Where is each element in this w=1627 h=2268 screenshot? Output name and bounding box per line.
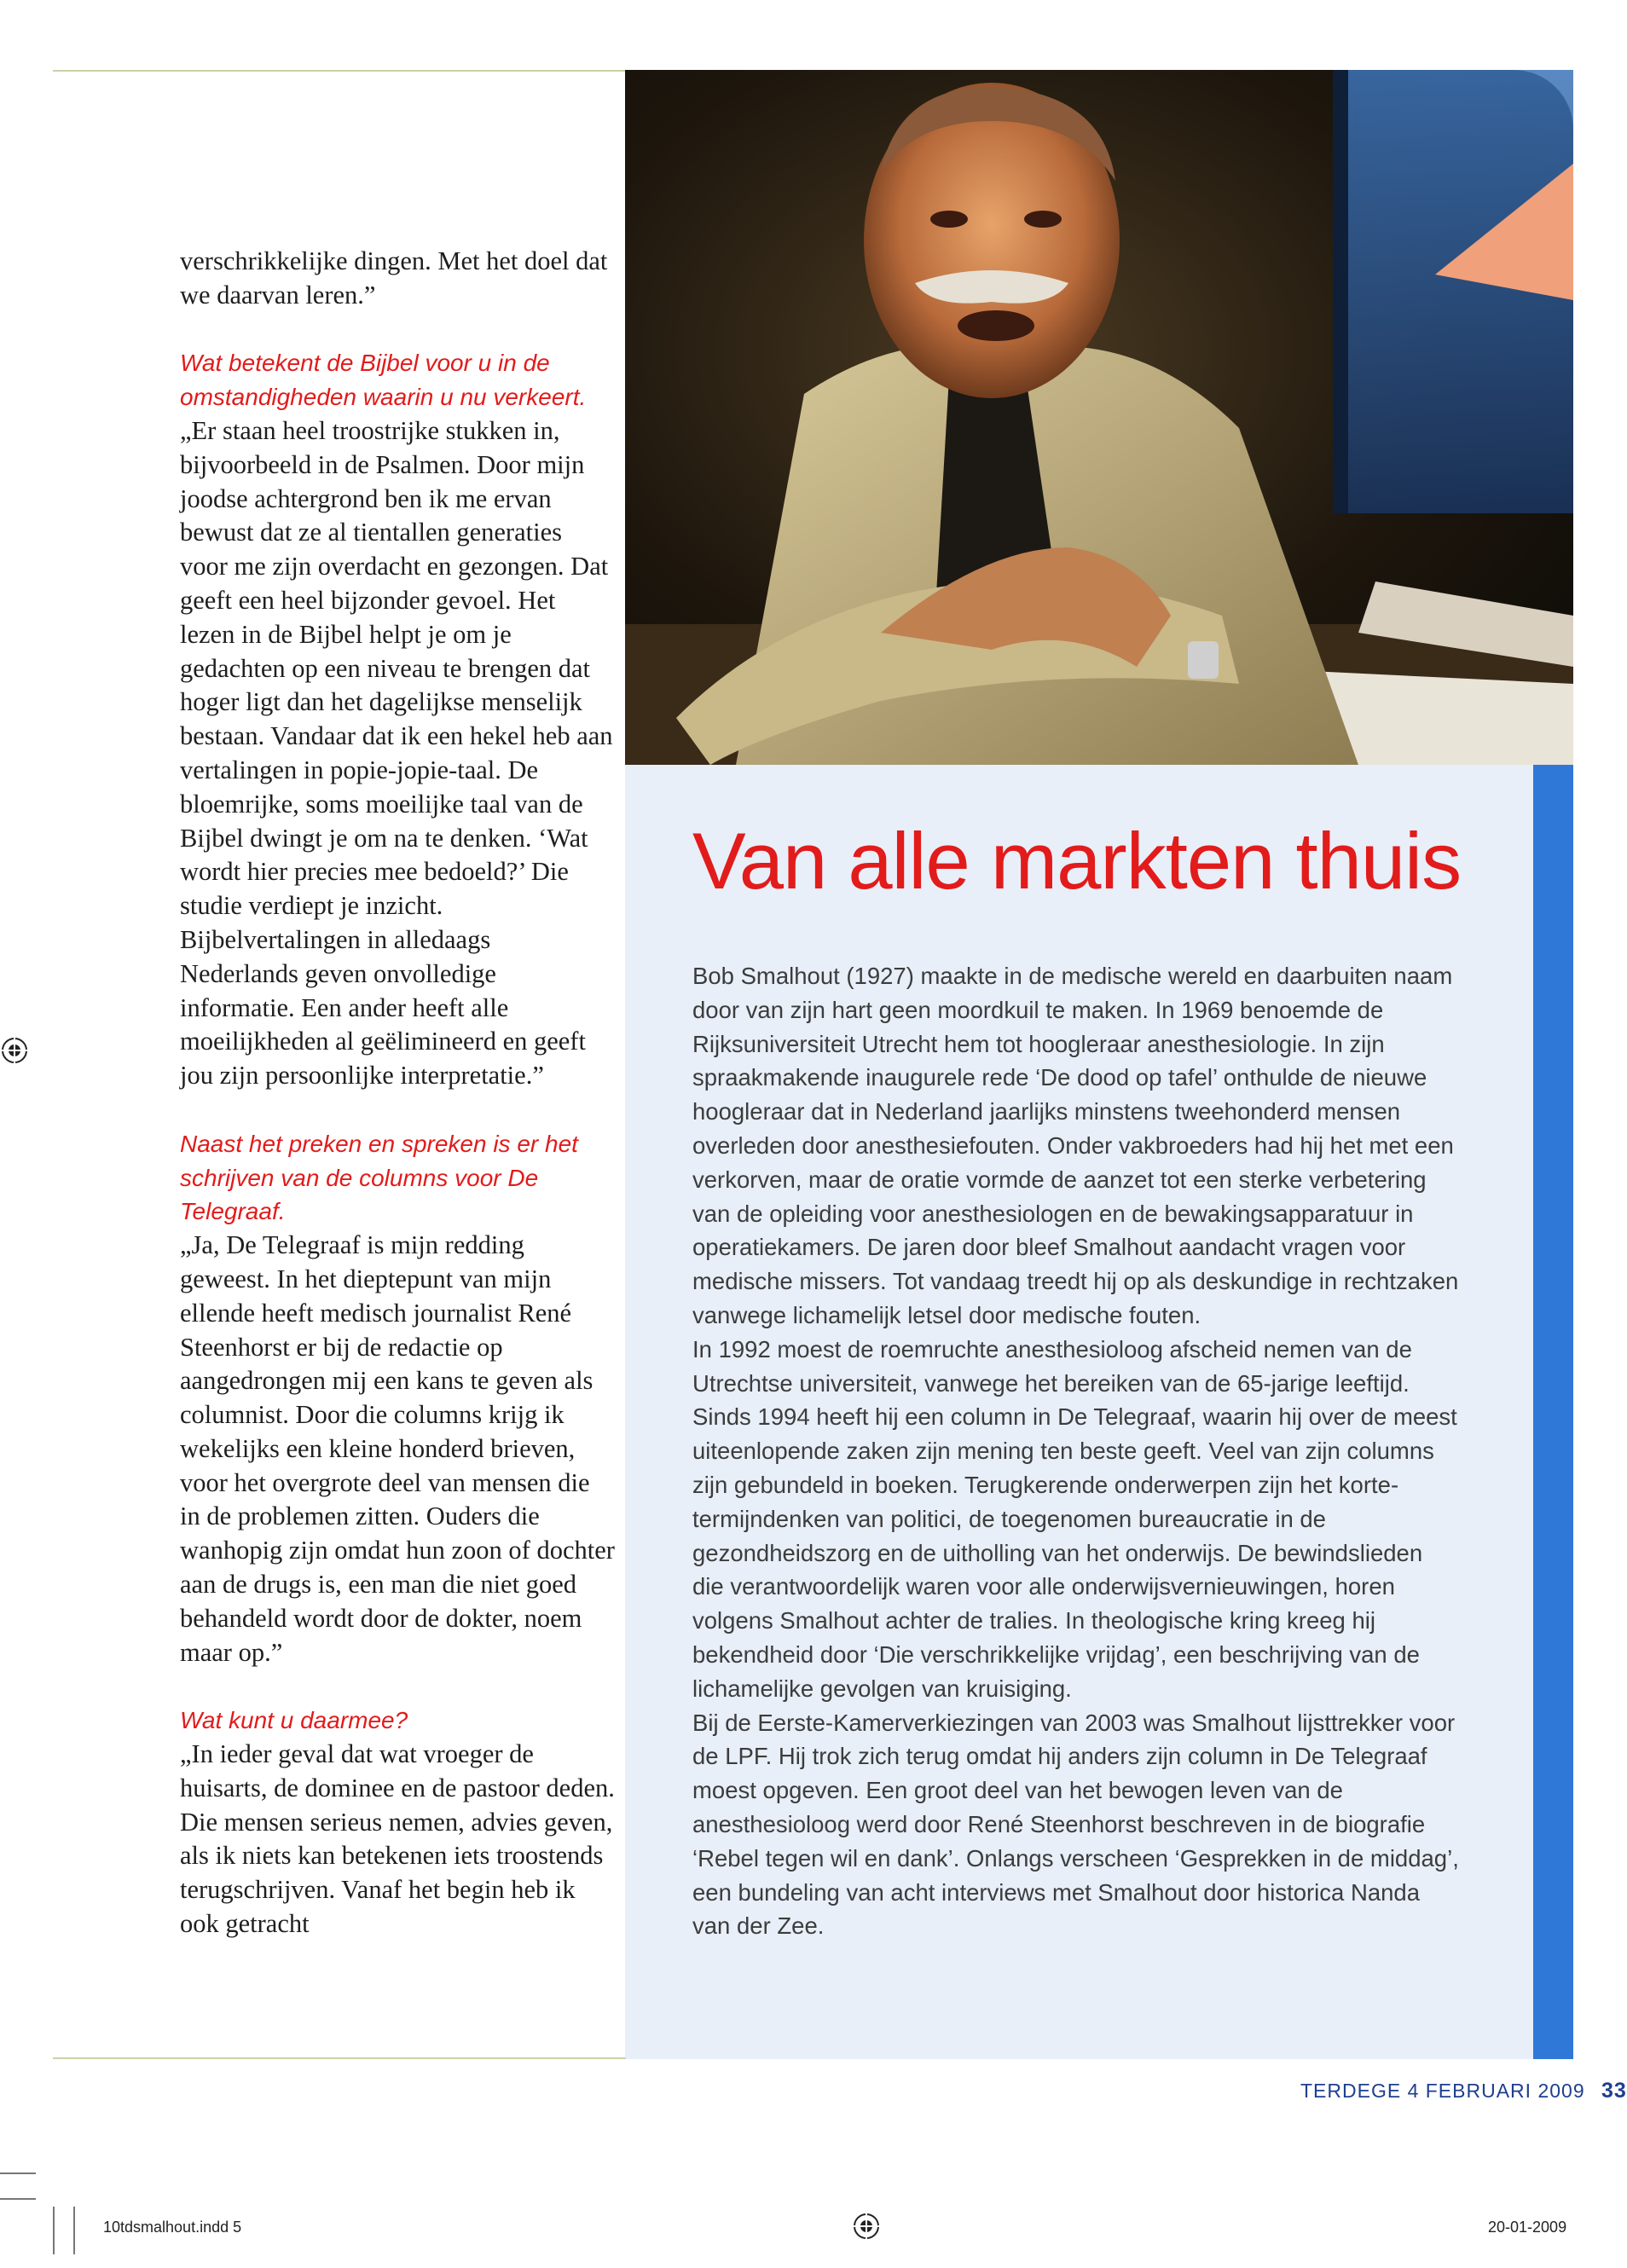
answer-text: „Ja, De Telegraaf is mijn redding geweest. In het dieptepunt van mijn ellende heeft medisch journalist René Steenhorst er bij de redactie op aangedrongen mij een kans te geven als columnist. Door die columns krijg ik wekelijks een kleine honderd brieven, voor het overgrote deel van mensen die in de problemen zitten. Ouders die wanhopig zijn omdat hun zoon of dochter aan de drugs is, een man die niet goed behandeld wordt door de dokter, noem maar op.”	[180, 1230, 615, 1667]
question-text: Wat betekent de Bijbel voor u in de omstandigheden waarin u nu verkeert.	[180, 350, 587, 411]
crop-mark	[0, 2173, 36, 2174]
sidebar-accent-stripe	[1533, 765, 1573, 2059]
page-number: 33	[1601, 2079, 1627, 2103]
page-footer	[1300, 2079, 1627, 2103]
sidebar-paragraph: Bob Smalhout (1927) maakte in de medische wereld en daarbuiten naam door van zijn hart geen moordkuil te maken. In 1969 benoemde de Rijksuniversiteit Utrecht hem tot hoogleraar anesthesiologie. In zijn spraakmakende inaugurele rede ‘De dood op tafel’ onthulde de nieuwe hoogleraar dat in Nederland jaarlijks minstens tweehonderd mensen overleden door anesthesiefouten. Onder vakbroeders had hij het met een verkorven, maar de oratie vormde de aanzet tot een sterke verbetering van de opleiding voor anesthesiologen en de bewakingsapparatuur in operatiekamers. De jaren door bleef Smalhout aandacht vragen voor medische missers. Tot vandaag treedt hij op als deskundige in rechtzaken vanwege lichamelijk letsel door medische fouten.	[692, 963, 1459, 1328]
registration-mark-icon	[852, 2212, 881, 2241]
publication-name: TERDEGE	[1300, 2080, 1402, 2102]
portrait-photo	[625, 70, 1573, 765]
registration-mark-icon	[0, 1036, 29, 1065]
publication-date: 4 FEBRUARI 2009	[1407, 2080, 1585, 2102]
question-text: Naast het preken en spreken is er het schrijven van de columns voor De Telegraaf.	[180, 1130, 578, 1225]
top-rule	[53, 70, 626, 72]
slug-date: 20-01-2009	[1488, 2219, 1567, 2236]
question-text: Wat kunt u daarmee?	[180, 1707, 408, 1734]
answer-text: „Er staan heel troostrijke stukken in, bijvoorbeeld in de Psalmen. Door mijn joodse achtergrond ben ik me ervan bewust dat ze al tientallen generaties voor me zijn overdacht en gezongen. Dat geeft een heel bijzonder gevoel. Het lezen in de Bijbel helpt je om je gedachten op een niveau te brengen dat hoger ligt dan het dagelijkse menselijk bestaan. Vandaar dat ik een hekel heb aan vertalingen in popie-jopie-taal. De bloemrijke, soms moeilijke taal van de Bijbel dwingt je om na te denken. ‘Wat wordt hier precies mee bedoeld?’ Die studie verdiept je inzicht. Bijbelvertalingen in alledaags Nederlands geven onvolledige informatie. Een ander heeft alle moeilijkheden al geëlimineerd en geeft jou zijn persoonlijke interpretatie.”	[180, 415, 613, 1091]
bottom-rule	[53, 2057, 626, 2059]
sidebar-paragraph: Bij de Eerste-Kamerverkiezingen van 2003 was Smalhout lijsttrekker voor de LPF. Hij trok zich terug omdat hij anders zijn column in De Telegraaf moest opgeven. Een groot deel van het bewogen leven van de anesthesioloog werd door René Steenhorst beschreven in de biografie ‘Rebel tegen wil en dank’. Onlangs verscheen ‘Gesprekken in de middag’, een bundeling van acht interviews met Smalhout door historica Nanda van der Zee.	[692, 1709, 1459, 1940]
crop-mark	[0, 2198, 36, 2200]
crop-mark	[73, 2207, 75, 2254]
sidebar-body	[692, 959, 1460, 1943]
interview-column	[180, 245, 615, 1941]
sidebar-paragraph: In 1992 moest de roemruchte anesthesioloog afscheid nemen van de Utrechtse universiteit, vanwege het bereiken van de 65-jarige leeftijd. Sinds 1994 heeft hij een column in De Telegraaf, waarin hij over de meest uiteenlopende zaken zijn mening ten beste geeft. Veel van zijn columns zijn gebundeld in boeken. Terugkerende onderwerpen zijn het korte-termijndenken van politici, de toegenomen bureaucratie in de gezondheidszorg en de uitholling van het onderwijs. De bewindslieden die verantwoordelijk waren voor alle onderwijsvernieuwingen, horen volgens Smalhout achter de tralies. In theologische kring kreeg hij bekendheid door ‘Die verschrikkelijke vrijdag’, een beschrijving van de lichamelijke gevolgen van kruisiging.	[692, 1335, 1457, 1702]
slug-filename: 10tdsmalhout.indd 5	[103, 2219, 242, 2236]
answer-text: „In ieder geval dat wat vroeger de huisarts, de dominee en de pastoor deden. Die mensen serieus nemen, advies geven, als ik niets kan betekenen iets troostends terugschrijven. Vanaf het begin heb ik ook getracht	[180, 1739, 615, 1939]
portrait-illustration	[625, 70, 1573, 765]
crop-mark	[53, 2207, 55, 2254]
sidebar-headline: Van alle markten thuis	[692, 816, 1462, 905]
answer-text: verschrikkelijke dingen. Met het doel dat we daarvan leren.”	[180, 246, 608, 310]
